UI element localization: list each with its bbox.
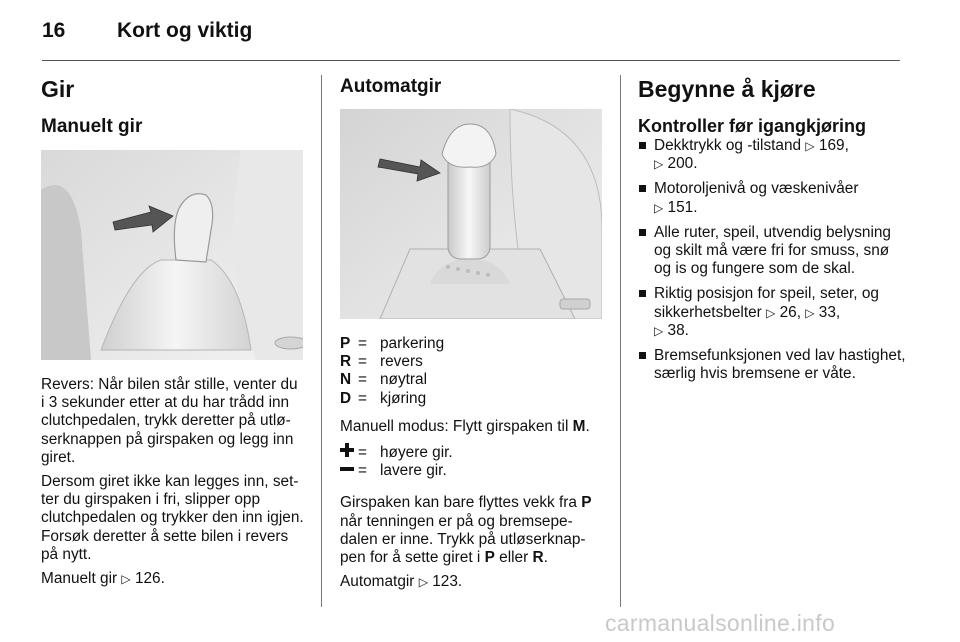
gear-desc: revers — [380, 353, 423, 371]
bullet-icon — [639, 229, 646, 236]
equals-sign: = — [358, 443, 367, 461]
key: P — [581, 494, 592, 512]
ref-page: 126. — [134, 570, 165, 588]
text: eller — [499, 548, 529, 566]
manual-mode-text — [340, 418, 604, 436]
mode-desc: lavere gir. — [380, 462, 447, 480]
item-ref: 200. — [667, 155, 698, 173]
mode-row-up — [340, 444, 604, 462]
equals-sign: = — [358, 335, 367, 352]
item-ref: 38. — [667, 321, 689, 339]
page-ref-icon: ▷ — [418, 575, 428, 590]
gear-desc: parkering — [380, 335, 445, 352]
bullet-icon — [639, 142, 646, 149]
item-ref: 169, — [818, 137, 849, 154]
subheading-manual: Manuelt gir — [41, 116, 143, 137]
manual-mode-list — [340, 444, 604, 480]
gear-key: N — [340, 371, 352, 389]
checklist — [638, 137, 908, 383]
column-automatic-gear — [340, 75, 604, 591]
column-start-driving — [638, 75, 908, 390]
gear-desc: kjøring — [380, 389, 427, 407]
text: Girspaken kan bare flyttes vekk fra — [340, 494, 577, 512]
section-heading-start: Begynne å kjøre — [638, 76, 816, 102]
ref-page: 123. — [432, 573, 463, 591]
item-ref: 26, — [779, 303, 801, 321]
key: P — [484, 548, 495, 566]
item-text: Motoroljenivå og væskenivåer — [654, 180, 859, 198]
column-divider-2 — [620, 75, 621, 607]
list-item — [638, 137, 908, 173]
bullet-icon — [639, 352, 646, 359]
page-ref-icon: ▷ — [805, 139, 815, 153]
shift-lock-text — [340, 494, 604, 567]
manual-mode-prefix: Manuell modus: Flytt girspaken til — [340, 417, 569, 435]
paragraph-reverse: Revers: Når bilen står stille, venter du i 3 sekunder etter at du har trådd inn clutchpedalen, trykk deretter på utløserknappen på girspaken og legg inn giret. — [41, 376, 298, 466]
gear-row-n — [340, 371, 604, 389]
gear-key: D — [340, 389, 352, 407]
mode-row-down — [340, 462, 604, 480]
page-title: Kort og viktig — [117, 19, 253, 42]
header-rule — [42, 60, 900, 61]
page-ref-icon: ▷ — [805, 305, 815, 320]
manual-gear-illustration — [41, 150, 303, 360]
reference-manual — [41, 570, 305, 588]
gear-row-r — [340, 353, 604, 371]
ref-label: Automatgir — [340, 573, 415, 591]
equals-sign: = — [358, 462, 367, 480]
page-ref-icon: ▷ — [654, 323, 664, 338]
bullet-icon — [639, 185, 646, 192]
ref-label: Manuelt gir — [41, 570, 118, 588]
page-header — [0, 0, 960, 62]
item-text: Riktig posisjon for speil, seter, og sikkerhetsbelter — [654, 285, 879, 321]
gear-key: R — [340, 353, 352, 371]
equals-sign: = — [358, 353, 367, 371]
manual-mode-suffix: . — [585, 417, 590, 435]
page-ref-icon: ▷ — [766, 305, 776, 320]
section-heading-gir: Gir — [41, 76, 75, 102]
equals-sign: = — [358, 389, 367, 407]
page-number: 16 — [42, 19, 66, 42]
list-item — [638, 285, 908, 340]
item-text: Dekktrykk og -tilstand — [654, 137, 802, 154]
key: R — [532, 548, 544, 566]
item-ref: 151. — [667, 198, 698, 216]
column-manual-gear — [41, 75, 305, 588]
automatic-gear-illustration — [340, 109, 602, 319]
equals-sign: = — [358, 371, 367, 389]
manual-mode-key: M — [572, 417, 586, 435]
minus-icon — [340, 462, 354, 476]
list-item — [638, 180, 908, 216]
gear-position-list — [340, 335, 604, 408]
gear-row-d — [340, 390, 604, 408]
list-item — [638, 347, 908, 383]
item-text: Bremsefunksjonen ved lav hastighet, særlig hvis bremsene er våte. — [654, 347, 906, 383]
page-ref-icon: ▷ — [654, 157, 664, 172]
reference-automatic — [340, 573, 604, 591]
subheading-checks: Kontroller før igangkjøring — [638, 116, 866, 136]
watermark: carmanualsonline.info — [605, 610, 836, 636]
bullet-icon — [639, 290, 646, 297]
item-text: Alle ruter, speil, utvendig belysning og skilt må være fri for smuss, snø og is og fungere som de skal. — [654, 223, 891, 278]
list-item — [638, 224, 908, 279]
gear-row-p — [340, 335, 604, 353]
text: . — [543, 548, 548, 566]
page-ref-icon: ▷ — [654, 200, 664, 215]
page-ref-icon: ▷ — [121, 572, 131, 587]
text: når tenningen er på og bremsepedalen er inne. Trykk på utløserknappen for å sette giret i — [340, 512, 586, 566]
paragraph-retry: Dersom giret ikke kan legges inn, setter du girspaken i fri, slipper opp clutchpedalen og trykker den inn igjen. Forsøk deretter å sette bilen i revers på nytt. — [41, 473, 304, 563]
plus-icon — [340, 443, 354, 457]
item-ref: 33, — [818, 303, 841, 321]
subheading-automatic: Automatgir — [340, 76, 442, 97]
gear-key: P — [340, 335, 351, 352]
gear-desc: nøytral — [380, 371, 428, 389]
column-divider-1 — [321, 75, 322, 607]
mode-desc: høyere gir. — [380, 443, 453, 461]
